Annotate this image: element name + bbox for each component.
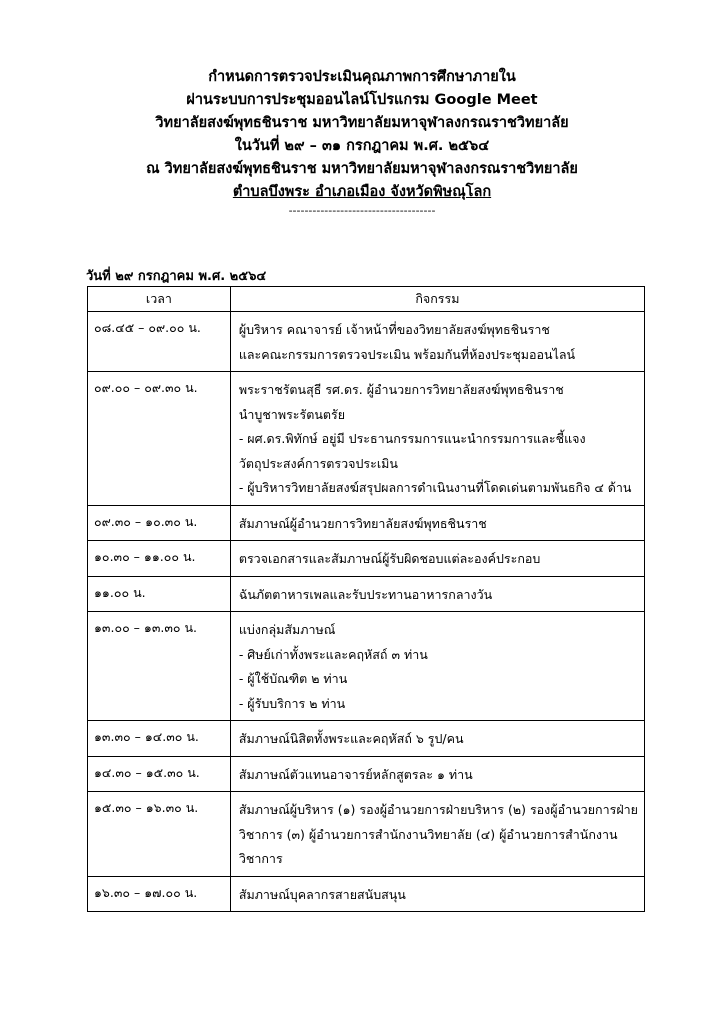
activity-cell: [230, 312, 644, 372]
table-row: [88, 792, 645, 877]
activity-cell: [230, 756, 644, 792]
activity-cell: [230, 876, 644, 912]
location-line: ณ วิทยาลัยสงฆ์พุทธชินราช มหาวิทยาลัยมหาจุฬาลงกรณราชวิทยาลัย: [146, 161, 578, 177]
header-activity: กิจกรรม: [230, 287, 644, 312]
time-cell: ๑๖.๓๐ – ๑๗.๐๐ น.: [88, 876, 231, 912]
date-range-line: ในวันที่ ๒๙ – ๓๑ กรกฎาคม พ.ศ. ๒๕๖๔: [234, 138, 490, 154]
time-cell: ๑๓.๓๐ – ๑๔.๓๐ น.: [88, 721, 231, 757]
table-header-row: [88, 287, 645, 312]
time-cell: ๑๓.๐๐ – ๑๓.๓๐ น.: [88, 612, 231, 721]
time-cell: ๐๘.๔๕ – ๐๙.๐๐ น.: [88, 312, 231, 372]
schedule-table: [87, 286, 645, 912]
activity-line: ตรวจเอกสารและสัมภาษณ์ผู้รับผิดชอบแต่ละองค์ประกอบ: [238, 551, 541, 566]
table-row: [88, 505, 645, 541]
activity-cell: [230, 721, 644, 757]
table-row: [88, 541, 645, 577]
header-time: เวลา: [88, 287, 231, 312]
activity-line: - ผู้รับบริการ ๒ ท่าน: [238, 695, 346, 711]
activity-line: แบ่งกลุ่มสัมภาษณ์: [238, 622, 336, 637]
activity-line: ฉันภัตตาหารเพลและรับประทานอาหารกลางวัน: [238, 586, 493, 602]
time-cell: ๑๕.๓๐ – ๑๖.๓๐ น.: [88, 792, 231, 877]
table-row: [88, 756, 645, 792]
activity-cell: [230, 505, 644, 541]
time-cell: ๑๑.๐๐ น.: [88, 576, 231, 612]
activity-cell: [230, 372, 644, 506]
time-cell: ๑๔.๓๐ – ๑๕.๓๐ น.: [88, 756, 231, 792]
subtitle-platform: ผ่านระบบการประชุมออนไลน์โปรแกรม Google Meet: [186, 92, 538, 108]
activity-line: สัมภาษณ์ตัวแทนอาจารย์หลักสูตรละ ๑ ท่าน: [238, 766, 473, 782]
activity-cell: [230, 792, 644, 877]
time-cell: ๐๙.๐๐ – ๐๙.๓๐ น.: [88, 372, 231, 506]
activity-line: - ผู้ใช้บัณฑิต ๒ ท่าน: [238, 671, 348, 686]
activity-line: สัมภาษณ์ผู้บริหาร (๑) รองผู้อำนวยการฝ่ายบริหาร (๒) รองผู้อำนวยการฝ่าย: [238, 802, 638, 817]
activity-line: พระราชรัตนสุธี รศ.ดร. ผู้อำนวยการวิทยาลัยสงฆ์พุทธชินราช: [238, 382, 564, 397]
table-row: [88, 721, 645, 757]
document-header: [0, 66, 724, 218]
activity-line: ผู้บริหาร คณาจารย์ เจ้าหน้าที่ของวิทยาลัยสงฆ์พุทธชินราช: [238, 322, 550, 337]
table-row: [88, 576, 645, 612]
schedule-body: [88, 312, 645, 912]
activity-cell: [230, 612, 644, 721]
time-cell: ๐๙.๓๐ – ๑๐.๓๐ น.: [88, 505, 231, 541]
activity-line: สัมภาษณ์นิสิตทั้งพระและคฤหัสถ์ ๖ รูป/คน: [238, 731, 464, 746]
header-divider: -------------------------------------: [288, 204, 436, 217]
activity-line: - ผศ.ดร.พิทักษ์ อยู่มี ประธานกรรมการแนะนำกรรมการและชี้แจง: [238, 431, 586, 446]
table-row: [88, 612, 645, 721]
activity-line: - ศิษย์เก่าทั้งพระและคฤหัสถ์ ๓ ท่าน: [238, 646, 428, 662]
activity-line: วัตถุประสงค์การตรวจประเมิน: [238, 455, 398, 471]
table-row: [88, 312, 645, 372]
activity-line: วิชาการ (๓) ผู้อำนวยการสำนักงานวิทยาลัย (๔) ผู้อำนวยการสำนักงาน: [238, 826, 618, 842]
activity-line: - ผู้บริหารวิทยาลัยสงฆ์สรุปผลการดำเนินงานที่โดดเด่นตามพันธกิจ ๔ ด้าน: [238, 480, 632, 495]
address-line: ตำบลบึงพระ อำเภอเมือง จังหวัดพิษณุโลก: [232, 184, 492, 200]
activity-line: วิชาการ: [238, 851, 283, 866]
schedule-date-heading: วันที่ ๒๙ กรกฎาคม พ.ศ. ๒๕๖๔: [86, 269, 267, 284]
institution-line: วิทยาลัยสงฆ์พุทธชินราช มหาวิทยาลัยมหาจุฬาลงกรณราชวิทยาลัย: [155, 115, 569, 131]
title-line: กำหนดการตรวจประเมินคุณภาพการศึกษาภายใน: [208, 69, 516, 85]
activity-line: สัมภาษณ์บุคลากรสายสนับสนุน: [238, 886, 406, 902]
table-row: [88, 876, 645, 912]
activity-cell: [230, 576, 644, 612]
activity-line: นำบูชาพระรัตนตรัย: [238, 406, 346, 422]
activity-line: สัมภาษณ์ผู้อำนวยการวิทยาลัยสงฆ์พุทธชินราช: [238, 515, 487, 531]
activity-line: และคณะกรรมการตรวจประเมิน พร้อมกันที่ห้องประชุมออนไลน์: [238, 346, 576, 362]
table-row: [88, 372, 645, 506]
activity-cell: [230, 541, 644, 577]
time-cell: ๑๐.๓๐ – ๑๑.๐๐ น.: [88, 541, 231, 577]
